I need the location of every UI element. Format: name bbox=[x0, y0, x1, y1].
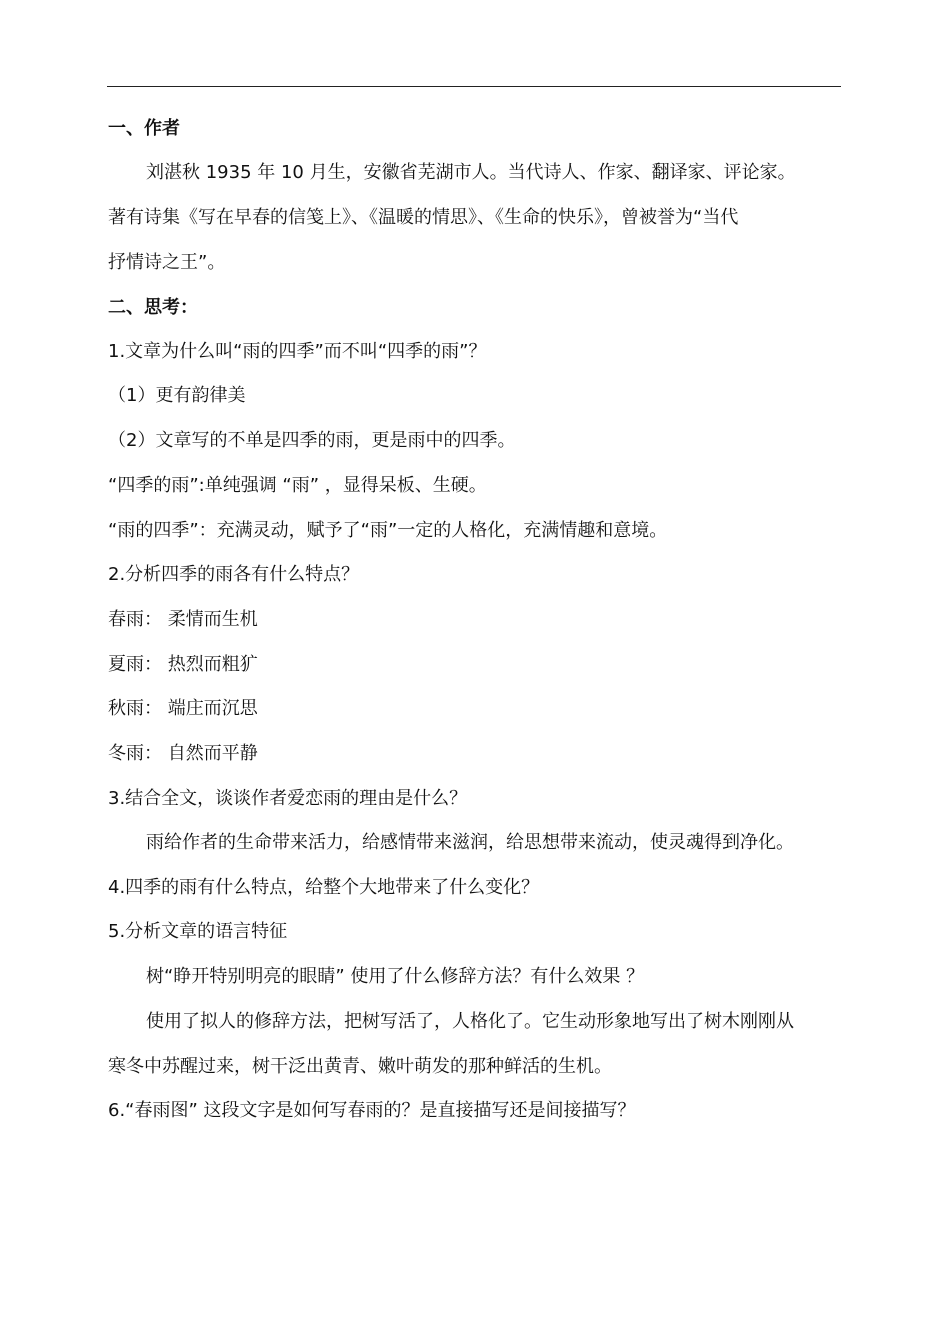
question-2: 2.分析四季的雨各有什么特点？ bbox=[108, 564, 360, 585]
question-3-answer: 雨给作者的生命带来活力，给感情带来滋润，给思想带来流动，使灵魂得到净化。 bbox=[146, 832, 794, 853]
question-6: 6.“春雨图” 这段文字是如何写春雨的？是直接描写还是间接描写？ bbox=[108, 1100, 636, 1121]
question-5-answer-line-1: 使用了拟人的修辞方法，把树写活了，人格化了。它生动形象地写出了树木刚刚从 bbox=[146, 1011, 794, 1032]
question-1-answer-3: “四季的雨”:单纯强调 “雨” ，显得呆板、生硬。 bbox=[108, 475, 487, 496]
question-1-answer-4: “雨的四季”：充满灵动，赋予了“雨”一定的人格化，充满情趣和意境。 bbox=[108, 520, 668, 541]
spring-rain: 春雨： 柔情而生机 bbox=[108, 609, 258, 630]
question-5-prompt: 树“睁开特别明亮的眼睛” 使用了什么修辞方法？有什么效果 ？ bbox=[146, 966, 645, 987]
summer-rain: 夏雨： 热烈而粗犷 bbox=[108, 654, 258, 675]
winter-rain: 冬雨： 自然而平静 bbox=[108, 743, 258, 764]
author-paragraph-line-3: 抒情诗之王”。 bbox=[108, 252, 226, 273]
author-paragraph-line-1: 刘湛秋 1935 年 10 月生，安徽省芜湖市人。当代诗人、作家、翻译家、评论家。 bbox=[146, 162, 796, 183]
question-1-answer-2: （2）文章写的不单是四季的雨，更是雨中的四季。 bbox=[108, 430, 516, 451]
question-5: 5.分析文章的语言特征 bbox=[108, 921, 288, 942]
autumn-rain: 秋雨： 端庄而沉思 bbox=[108, 698, 258, 719]
question-4: 4.四季的雨有什么特点，给整个大地带来了什么变化？ bbox=[108, 877, 540, 898]
header-rule bbox=[107, 86, 841, 87]
section-thinking-title: 二、思考： bbox=[108, 297, 198, 318]
question-1-answer-1: （1）更有韵律美 bbox=[108, 385, 246, 406]
section-author-title: 一、作者 bbox=[108, 118, 180, 139]
question-5-answer-line-2: 寒冬中苏醒过来，树干泛出黄青、嫩叶萌发的那种鲜活的生机。 bbox=[108, 1056, 612, 1077]
author-paragraph-line-2: 著有诗集《写在早春的信笺上》、《温暖的情思》、《生命的快乐》，曾被誉为“当代 bbox=[108, 207, 739, 228]
question-3: 3.结合全文，谈谈作者爱恋雨的理由是什么？ bbox=[108, 788, 468, 809]
question-1: 1.文章为什么叫“雨的四季”而不叫“四季的雨”？ bbox=[108, 341, 487, 362]
